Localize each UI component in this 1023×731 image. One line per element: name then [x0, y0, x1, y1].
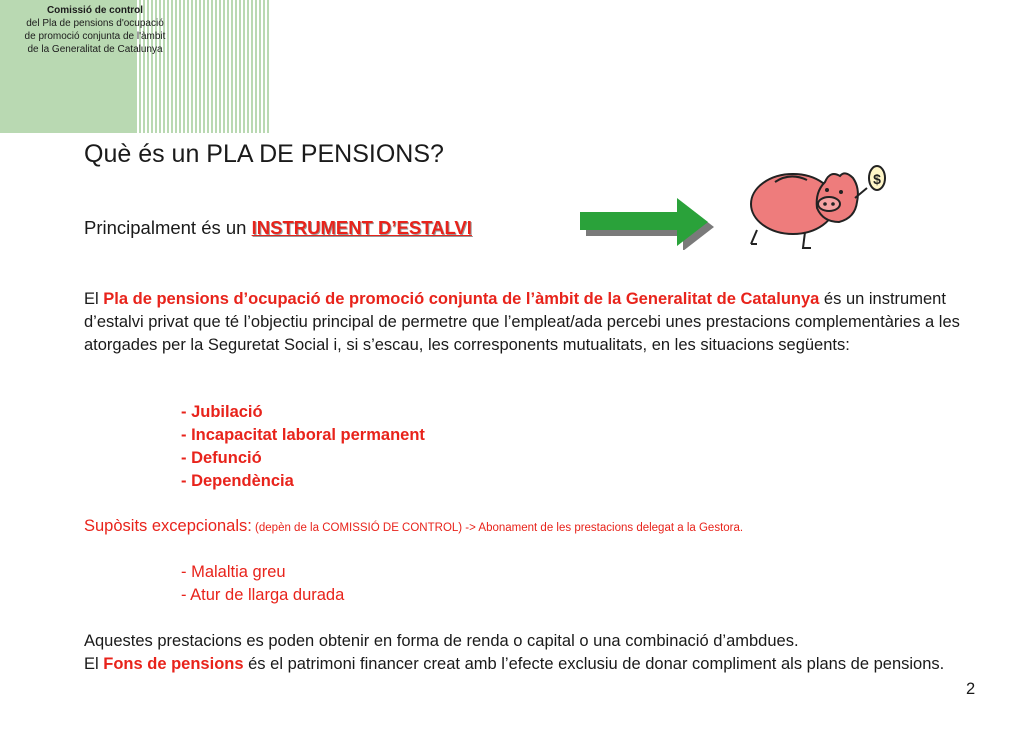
- list-item: - Jubilació: [181, 403, 263, 421]
- header-organization: [0, 4, 190, 56]
- subtitle: [84, 217, 472, 239]
- closing-line-1: Aquestes prestacions es poden obtenir en forma de renda o capital o una combinació d’ambdues.: [84, 632, 799, 650]
- exceptional-cases: [84, 515, 743, 540]
- exceptional-list: [181, 561, 344, 607]
- situations-list: [181, 401, 425, 493]
- header-line-2: del Pla de pensions d'ocupació: [26, 18, 164, 29]
- page-title: Què és un PLA DE PENSIONS?: [84, 140, 444, 168]
- header-line-4: de la Generalitat de Catalunya: [27, 44, 163, 55]
- para-prefix: El: [84, 290, 104, 308]
- closing-rest: és el patrimoni financer creat amb l’efecte exclusiu de donar compliment als plans de pensions.: [243, 655, 945, 673]
- list-item: - Incapacitat laboral permanent: [181, 426, 425, 444]
- page-number: 2: [966, 680, 976, 698]
- list-item: - Defunció: [181, 449, 262, 467]
- list-item: - Dependència: [181, 472, 294, 490]
- para-highlight: Pla de pensions d’ocupació de promoció conjunta de l’àmbit de la Generalitat de Catalunya: [103, 290, 820, 308]
- header-line-1: Comissió de control: [46, 5, 144, 16]
- piggy-bank-icon: [745, 160, 895, 255]
- right-arrow-icon: [580, 198, 715, 250]
- closing-highlight: Fons de pensions: [103, 655, 244, 673]
- para-rest: és un instrument d’estalvi privat que té l’objectiu principal de permetre que l’empleat/ada percebi unes prestacions complementàries a les atorgades per la Seguretat Social i, si s’escau, les corresponents mutualitats, en les situacions següents:: [84, 290, 960, 354]
- closing-line-2: [84, 653, 964, 676]
- subtitle-prefix: Principalment és un: [84, 217, 252, 238]
- subtitle-highlight: INSTRUMENT D’ESTALVI: [251, 217, 472, 238]
- list-item: - Atur de llarga durada: [181, 586, 345, 604]
- closing-paragraph: [84, 630, 964, 676]
- definition-paragraph: [84, 288, 964, 357]
- dollar-sign: $: [873, 171, 881, 187]
- header-line-3: de promoció conjunta de l'àmbit: [24, 31, 166, 42]
- list-item: - Malaltia greu: [181, 563, 286, 581]
- exceptional-label: Supòsits excepcionals:: [84, 517, 252, 535]
- closing-prefix: El: [84, 655, 104, 673]
- exceptional-note: (depèn de la COMISSIÓ DE CONTROL) -> Abonament de les prestacions delegat a la Gestora.: [251, 522, 744, 534]
